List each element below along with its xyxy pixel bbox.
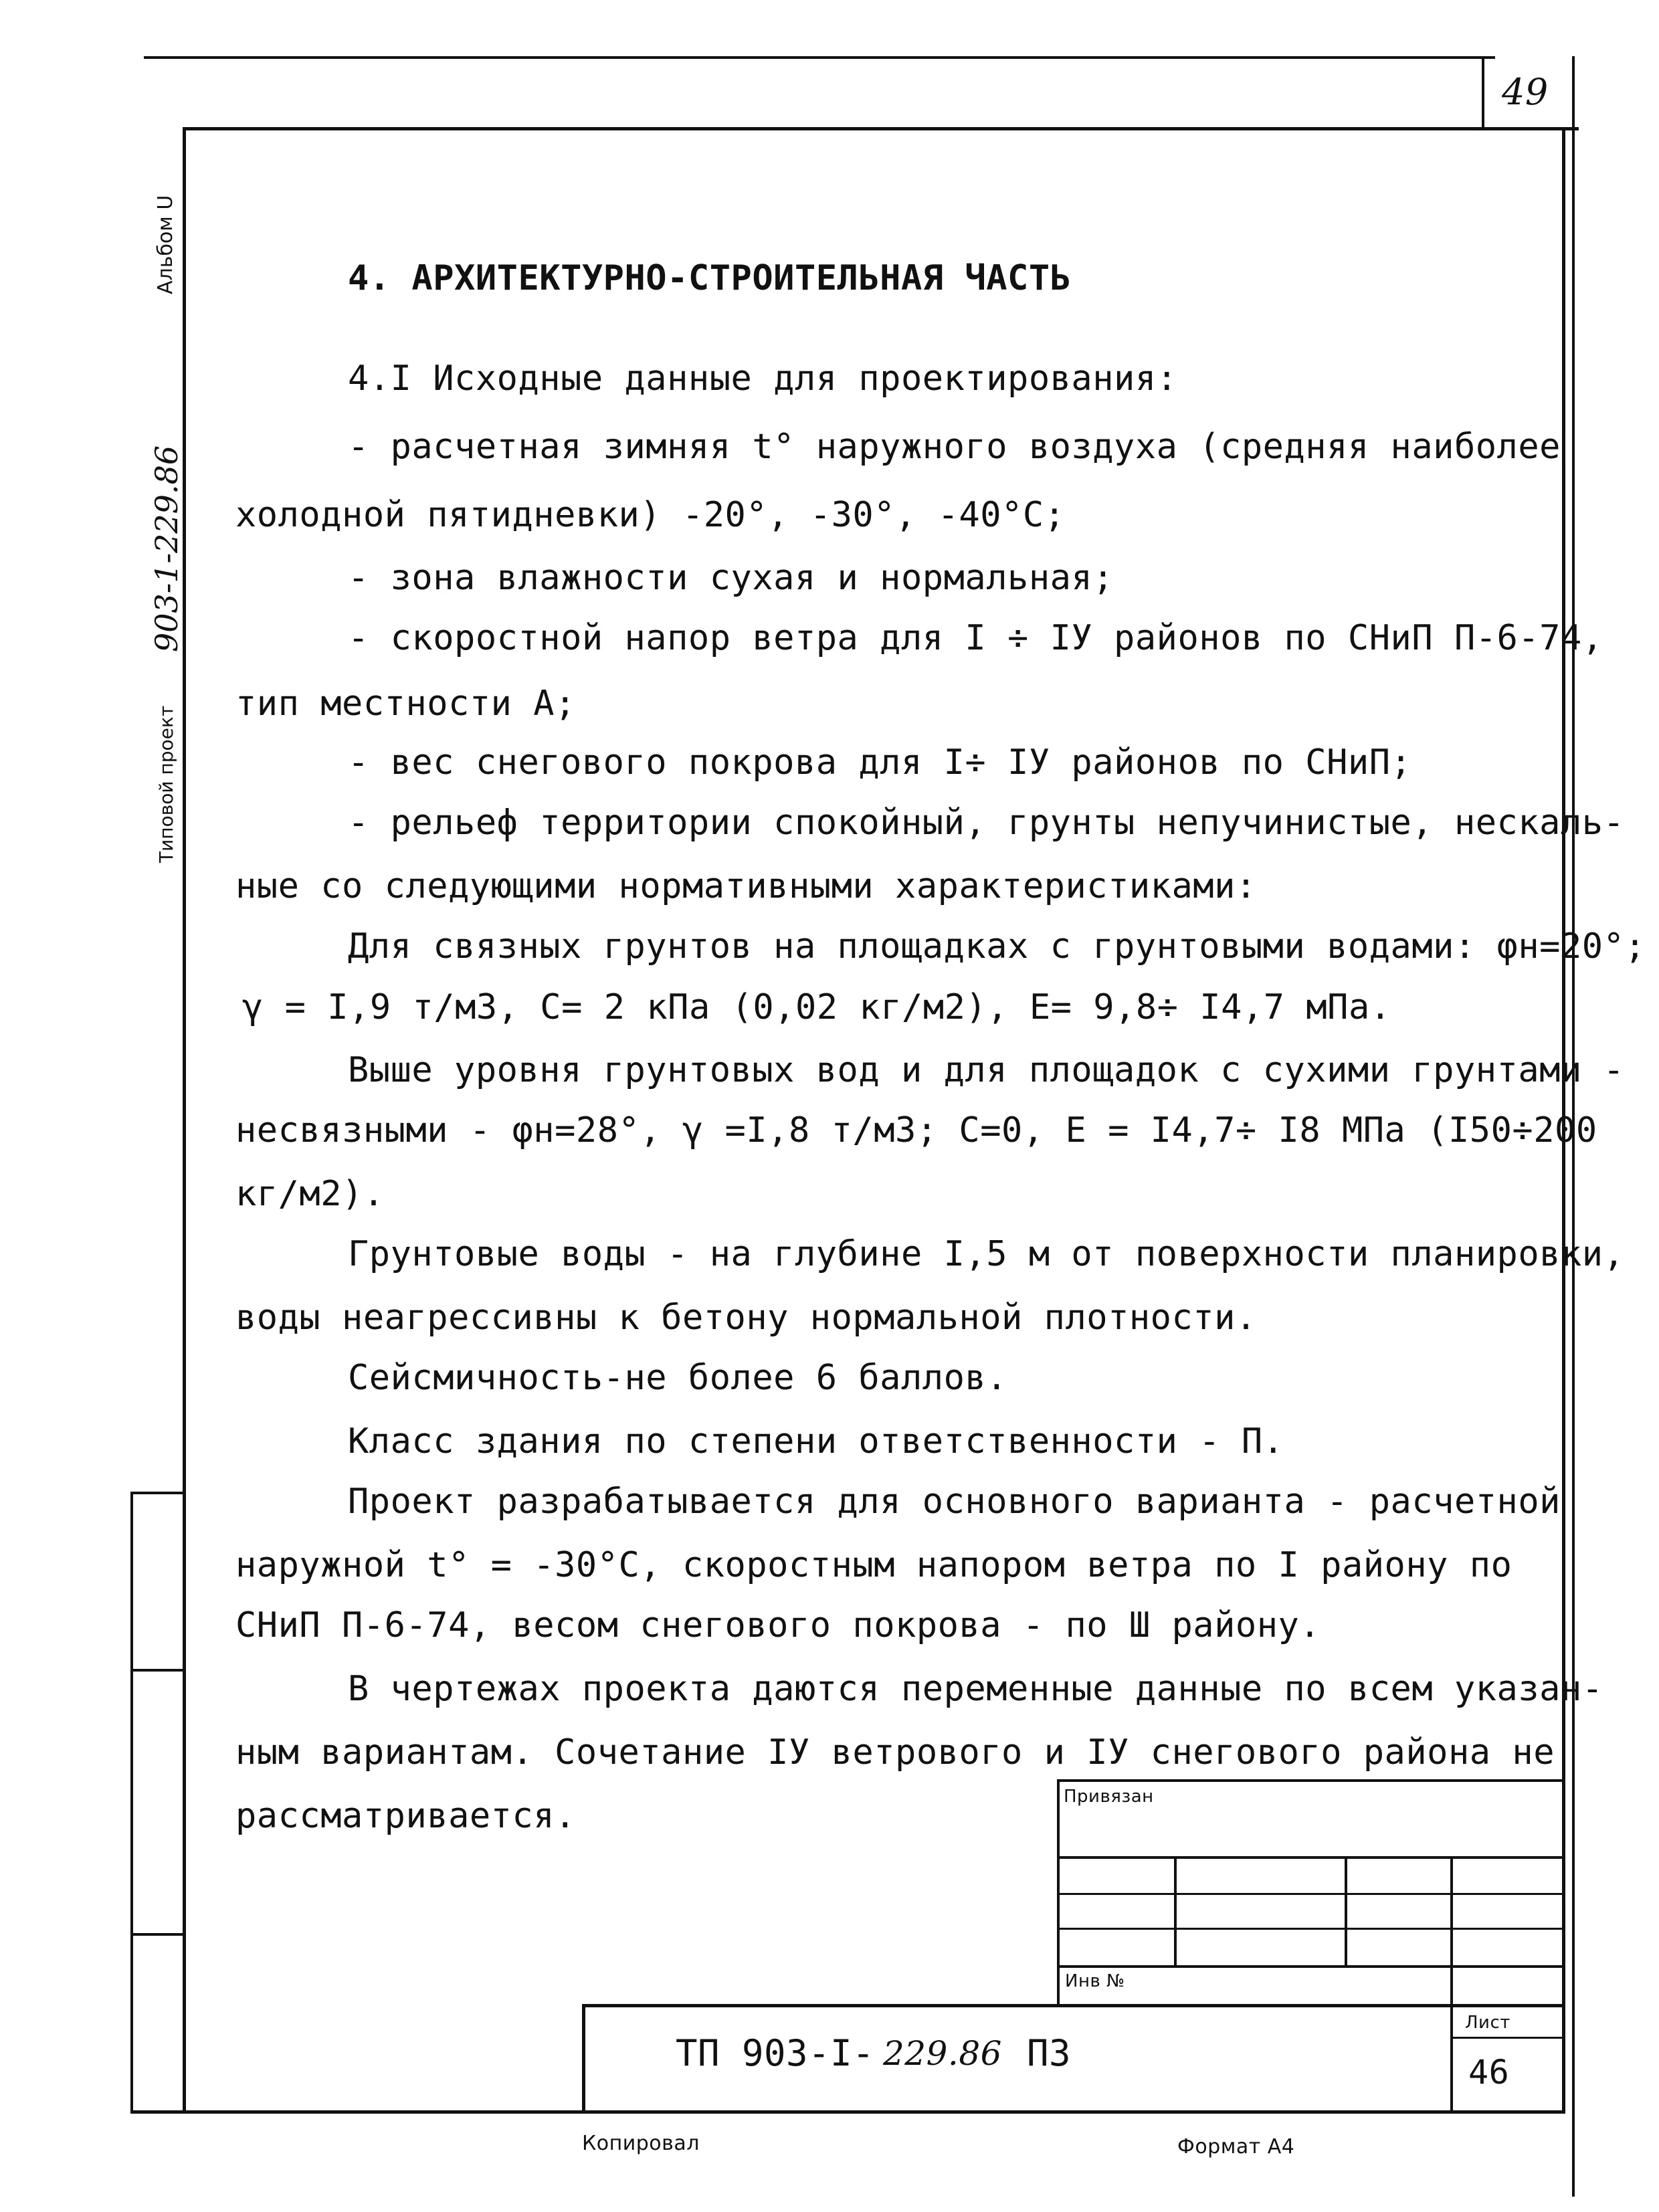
album-label: Альбом U <box>154 195 177 294</box>
frame-bottom <box>130 2110 1565 2114</box>
text-line-18: Класс здания по степени ответственности - П. <box>348 1421 1284 1462</box>
text-line-7: - вес снегового покрова для I÷ IУ районов по СНиП; <box>348 742 1412 783</box>
text-line-5: - скоростной напор ветра для I ÷ IУ районов по СНиП П-6-74, <box>348 618 1603 658</box>
project-label: Типовой проект <box>155 705 177 863</box>
text-line-20: наружной t° = -30°С, скоростным напором ветра по I району по <box>235 1545 1512 1585</box>
stamp-row-3 <box>1057 1928 1565 1930</box>
stamp-row-4 <box>1057 1965 1565 1968</box>
text-line-14: кг/м2). <box>235 1174 385 1214</box>
text-line-23: ным вариантам. Сочетание IУ ветрового и IУ снегового района не <box>235 1732 1555 1773</box>
page-box-left <box>1482 56 1484 130</box>
text-line-1: 4.I Исходные данные для проектирования: <box>348 359 1178 399</box>
text-line-8: - рельеф территории спокойный, грунты непучинистые, нескаль- <box>348 803 1625 843</box>
margin-tick-1 <box>130 1492 185 1494</box>
stamp-row-2 <box>1057 1893 1565 1895</box>
text-line-9: ные со следующими нормативными характеристиками: <box>235 866 1257 906</box>
stamp-privyazan: Привязан <box>1064 1787 1154 1807</box>
text-line-22: В чертежах проекта даются переменные данные по всем указан- <box>348 1669 1603 1709</box>
text-line-17: Сейсмичность-не более 6 баллов. <box>348 1358 1008 1398</box>
stamp-col-2 <box>1345 1856 1347 1967</box>
stamp-col-3 <box>1450 1856 1453 2007</box>
section-heading: 4. АРХИТЕКТУРНО-СТРОИТЕЛЬНАЯ ЧАСТЬ <box>348 258 1072 298</box>
top-border <box>144 56 1495 59</box>
text-line-12: Выше уровня грунтовых вод и для площадок с сухими грунтами - <box>348 1050 1625 1090</box>
text-line-10: Для связных грунтов на площадках с грунтовыми водами: φн=20°; <box>348 926 1646 967</box>
text-line-15: Грунтовые воды - на глубине I,5 м от поверхности планировки, <box>348 1234 1625 1274</box>
text-line-24: рассматривается. <box>235 1796 576 1836</box>
stamp-col-1 <box>1174 1856 1177 1967</box>
footer-copied: Копировал <box>582 2132 700 2155</box>
stamp-row-1 <box>1057 1856 1565 1859</box>
text-line-6: тип местности А; <box>235 684 576 724</box>
title-strip-top <box>582 2004 1565 2007</box>
text-line-21: СНиП П-6-74, весом снегового покрова - по Ш району. <box>235 1605 1321 1645</box>
text-line-11: γ = I,9 т/м3, С= 2 кПа (0,02 кг/м2), Е= 9,8÷ I4,7 мПа. <box>242 987 1391 1027</box>
frame-left <box>183 127 186 2114</box>
sheet-label: Лист <box>1465 2013 1510 2033</box>
title-strip-left <box>582 2004 585 2112</box>
text-line-13: несвязными - φн=28°, γ =I,8 т/м3; С=0, Е = I4,7÷ I8 МПа (I50÷200 <box>235 1110 1597 1150</box>
margin-line <box>130 1492 133 2110</box>
page-number: 49 <box>1502 71 1549 113</box>
text-line-4: - зона влажности сухая и нормальная; <box>348 558 1114 598</box>
text-line-2: - расчетная зимняя t° наружного воздуха (средняя наиболее <box>348 427 1561 467</box>
title-strip-sheet-sep <box>1450 2004 1453 2112</box>
margin-tick-2 <box>130 1669 185 1672</box>
stamp-inv-no: Инв № <box>1065 1971 1125 1991</box>
doc-code: ТП 903-I- <box>676 2032 875 2074</box>
frame-top <box>184 127 1579 130</box>
doc-code-handwritten: 229.86 <box>883 2034 1002 2073</box>
sheet-label-sep <box>1450 2037 1565 2039</box>
text-line-3: холодной пятидневки) -20°, -30°, -40°С; <box>235 495 1066 535</box>
doc-type: ПЗ <box>1027 2032 1072 2074</box>
text-line-19: Проект разрабатывается для основного варианта - расчетной <box>348 1482 1561 1522</box>
text-line-16: воды неагрессивны к бетону нормальной плотности. <box>235 1298 1257 1338</box>
footer-format: Формат А4 <box>1177 2135 1295 2158</box>
stamp-top <box>1057 1779 1565 1782</box>
project-code: 903-1-229.86 <box>149 445 185 652</box>
margin-tick-3 <box>130 1933 185 1936</box>
sheet-number: 46 <box>1468 2053 1510 2092</box>
